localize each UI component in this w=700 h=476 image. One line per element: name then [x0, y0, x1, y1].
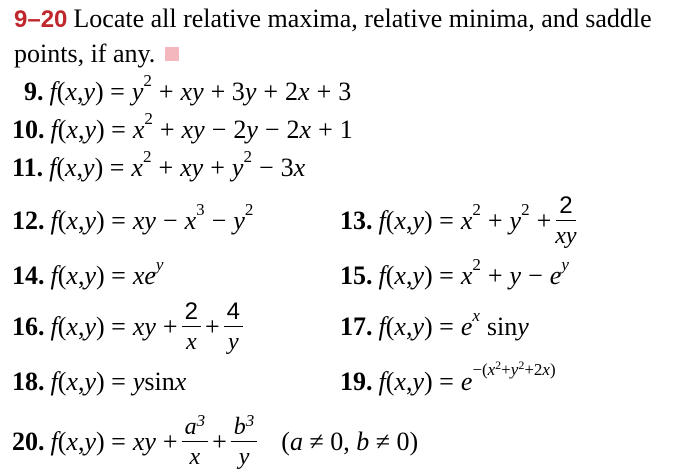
problem-19 — [340, 357, 556, 404]
problem-number: 14. — [12, 261, 45, 290]
problem-expression: f ( x , y ) = xe $^y$ — [50, 255, 164, 290]
problem-row-20 — [0, 412, 700, 472]
problem-number: 16. — [12, 312, 45, 341]
problem-20 — [12, 412, 418, 472]
exercise-range: 9–20 — [14, 6, 68, 33]
problem-number: 11. — [12, 153, 44, 182]
problem-number: 13. — [340, 206, 373, 235]
problem-row-11 — [0, 146, 700, 190]
problem-expression: f ( x , y ) = x $^2$ + xy − 2 y − 2 x + 1 — [50, 109, 353, 144]
fraction-4-over-y: $\frac{4}{y}$ — [224, 300, 243, 354]
problem-11 — [12, 146, 305, 190]
problem-expression: f ( x , y ) = y sin x — [50, 367, 187, 396]
fraction-a3-over-x: $\frac{a^3}{x}$ — [182, 415, 209, 469]
problem-12 — [12, 192, 253, 250]
problem-expression: f ( x , y ) = e $^x$ sin y — [378, 306, 529, 341]
problem-number: 9. — [24, 77, 44, 106]
exercise-instruction — [14, 2, 690, 71]
section-marker-square — [165, 47, 179, 61]
problem-16 — [12, 298, 247, 356]
problem-number: 10. — [12, 115, 45, 144]
problem-expression: f ( x , y ) = e $^{-(x^2 +y^2 +2x )}$ — [378, 357, 556, 396]
problem-row-16-17 — [0, 298, 700, 356]
problem-expression: f ( x , y ) = xy + $\frac{2}{x}$ + $\frac{4}{y}$ — [51, 300, 247, 354]
problem-number: 17. — [340, 312, 373, 341]
problem-number: 19. — [340, 367, 373, 396]
problem-number: 20. — [12, 427, 45, 456]
problem-expression: f ( x , y ) = x $^2$ + y − e $^y$ — [378, 255, 569, 290]
problem-row-12-13 — [0, 192, 700, 250]
problem-13 — [340, 192, 581, 250]
instruction-text: Locate all relative maxima, relative minima, and saddle points, if any. — [14, 4, 652, 68]
problem-row-14-15 — [0, 254, 700, 298]
problem-condition: (a ≠ 0, b ≠ 0) — [281, 427, 419, 456]
problem-expression: f ( x , y ) = x $^2$ + xy + y $^2$ − 3 x — [49, 147, 306, 182]
problem-row-18-19 — [0, 357, 700, 404]
problem-number: 12. — [12, 206, 45, 235]
problem-14 — [12, 254, 163, 298]
problem-17 — [340, 298, 529, 356]
fraction-2-over-xy: $\frac{2}{xy}$ — [555, 192, 577, 249]
fraction-b3-over-y: $\frac{b^3}{y}$ — [231, 415, 258, 469]
problem-expression: f ( x , y ) = xy + $\frac{a^3}{x}$ + $\frac{b^3}{y}$ (a ≠ 0, b ≠ 0) — [50, 411, 419, 470]
problem-number: 15. — [340, 261, 373, 290]
problem-expression: f ( x , y ) = y $^2$ + xy + 3 y + 2 x + 3 — [49, 71, 352, 106]
problem-expression: f ( x , y ) = xy − x $^3$ − y $^2$ — [50, 200, 254, 235]
problem-15 — [340, 254, 569, 298]
problem-18 — [12, 360, 186, 404]
fraction-2-over-x: $\frac{2}{x}$ — [182, 300, 201, 354]
problem-expression: f ( x , y ) = x $^2$ + y $^2$ + $\frac{2}{xy}$ — [378, 192, 577, 249]
problem-number: 18. — [12, 367, 45, 396]
